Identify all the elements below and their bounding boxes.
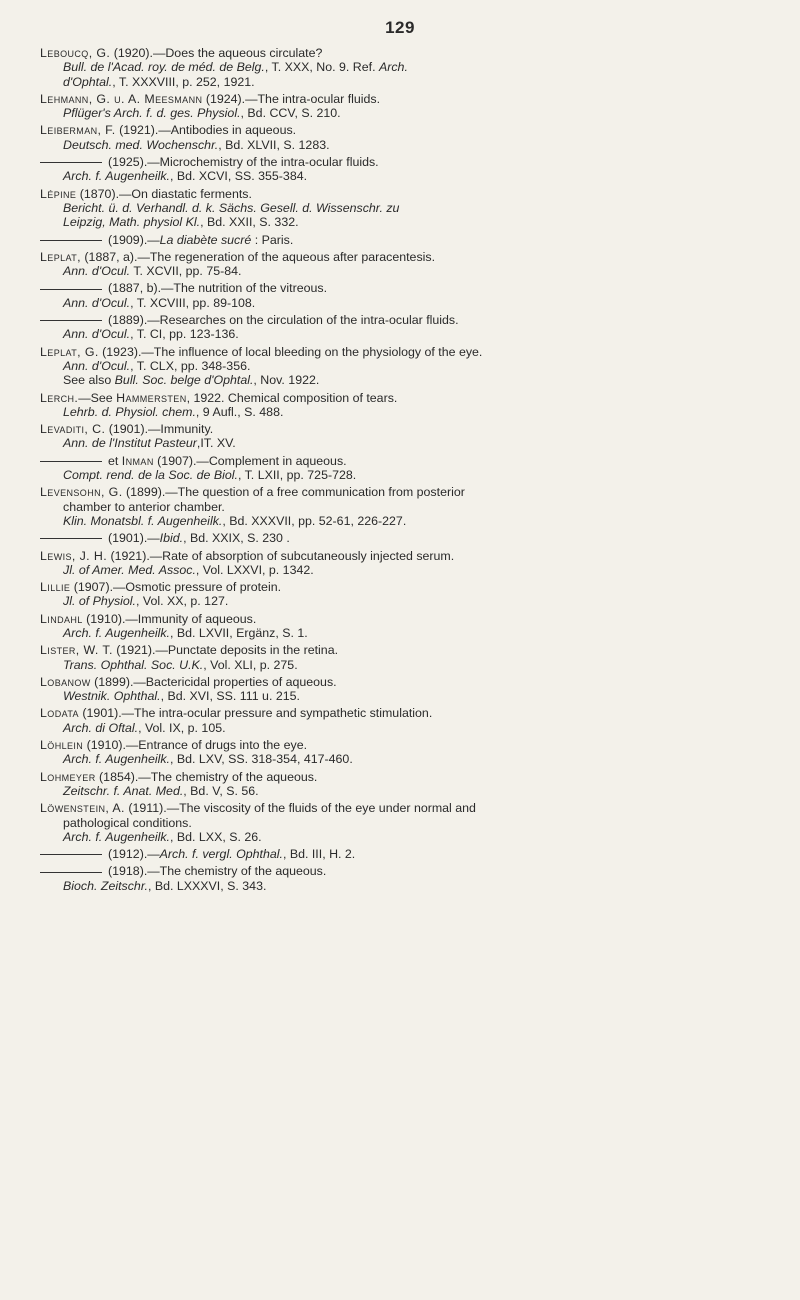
reference-title: (1911).—The viscosity of the fluids of the eye under normal and: [124, 801, 476, 816]
reference-title: (1901).—Immunity.: [105, 422, 214, 437]
reference-source-line: [38, 75, 770, 89]
reference-title-italic: La diabète sucré: [159, 232, 252, 247]
reference-entry: [38, 847, 770, 861]
citation-details: , Bd. XCVI, SS. 355-384.: [169, 169, 308, 184]
reference-source-line: [38, 359, 770, 373]
journal-name: Arch.: [378, 60, 408, 75]
journal-name: Compt. rend. de la Soc. de Biol.: [63, 468, 238, 483]
citation-details: ,IT. XV.: [196, 436, 236, 451]
journal-name: Ann. d'Ocul.: [63, 358, 131, 373]
journal-name: Jl. of Physiol.: [63, 594, 136, 609]
reference-title: (1870).—On diastatic ferments.: [76, 186, 252, 201]
reference-entry: [38, 155, 770, 184]
reference-entry: [38, 770, 770, 799]
reference-author: Lehmann, G. u. A. Meesmann: [40, 91, 203, 106]
reference-author: Levaditi, C.: [40, 422, 106, 437]
journal-name: Arch. f. Augenheilk.: [63, 752, 170, 767]
citation-details: , Vol. XX, p. 127.: [136, 594, 229, 609]
journal-name: Arch. f. Augenheilk.: [63, 169, 170, 184]
reference-entry: [38, 391, 770, 420]
reference-entry: [38, 92, 770, 121]
ditto-dash: [40, 854, 102, 855]
reference-author: Lobanow: [40, 674, 91, 689]
citation-details: , T. XCVIII, pp. 89-108.: [130, 295, 256, 310]
reference-entry: [38, 643, 770, 672]
journal-name: Ann. d'Ocul.: [63, 295, 131, 310]
journal-name: Arch. f. Augenheilk.: [63, 829, 170, 844]
ditto-dash: [40, 461, 102, 462]
journal-name: Pflüger's Arch. f. d. ges. Physiol.: [63, 106, 241, 121]
reference-title: (1910).—Immunity of aqueous.: [82, 611, 257, 626]
reference-source-line: [38, 721, 770, 735]
reference-source-line: [38, 169, 770, 183]
journal-name: Jl. of Amer. Med. Assoc.: [63, 562, 196, 577]
journal-name: Bull. de l'Acad. roy. de méd. de Belg.: [63, 60, 265, 75]
reference-source-line: [38, 594, 770, 608]
reference-source-line: [38, 830, 770, 844]
reference-heading: [38, 46, 770, 60]
reference-entry: [38, 549, 770, 578]
reference-entry: [38, 531, 770, 545]
journal-name: Bull. Soc. belge d'Ophtal.: [114, 373, 254, 388]
reference-heading: [38, 187, 770, 201]
reference-entry: [38, 485, 770, 528]
reference-heading: [38, 801, 770, 815]
reference-entry: [38, 46, 770, 89]
citation-details: , Nov. 1922.: [253, 373, 320, 388]
reference-heading: [38, 233, 770, 247]
citation-details: , 9 Aufl., S. 488.: [195, 404, 284, 419]
journal-name: Ann. d'Ocul.: [63, 264, 131, 279]
citation-details: , Bd. XXII, S. 332.: [200, 215, 299, 230]
reference-source-line: [38, 500, 770, 514]
citation-details: , Bd. XXXVII, pp. 52-61, 226-227.: [222, 513, 407, 528]
reference-author: Leplat,: [40, 249, 81, 264]
journal-name: Ann. de l'Institut Pasteur: [63, 436, 197, 451]
reference-title: (1854).—The chemistry of the aqueous.: [95, 769, 318, 784]
reference-title: (1901).—: [108, 531, 160, 546]
reference-heading: [38, 706, 770, 720]
reference-heading: [38, 847, 770, 861]
reference-title: (1924).—The intra-ocular fluids.: [202, 91, 381, 106]
reference-entry: [38, 612, 770, 641]
reference-title: (1899).—Bactericidal properties of aqueous.: [90, 674, 337, 689]
reference-heading: [38, 391, 770, 405]
reference-entry: [38, 313, 770, 342]
reference-source-line: [38, 215, 770, 229]
reference-title-rest: : Paris.: [251, 232, 294, 247]
reference-continuation: chamber to anterior chamber.: [63, 499, 225, 514]
ditto-dash: [40, 240, 102, 241]
reference-coauthor: Hammersten: [116, 390, 187, 405]
reference-prefix: See also: [63, 373, 115, 388]
journal-name: Arch. di Oftal.: [63, 720, 139, 735]
journal-name: Zeitschr. f. Anat. Med.: [63, 783, 184, 798]
citation-details: , Vol. XLI, p. 275.: [203, 657, 298, 672]
reference-entry: [38, 675, 770, 704]
ditto-dash: [40, 289, 102, 290]
reference-heading: [38, 643, 770, 657]
reference-heading: [38, 864, 770, 878]
reference-title: (1907).—Osmotic pressure of protein.: [70, 580, 282, 595]
reference-entry: [38, 281, 770, 310]
reference-source-line: [38, 816, 770, 830]
reference-coauthor: Inman: [121, 453, 154, 468]
reference-title: (1918).—The chemistry of the aqueous.: [108, 864, 327, 879]
reference-heading: [38, 485, 770, 499]
reference-title-rest: , 1922. Chemical composition of tears.: [186, 390, 398, 405]
reference-heading: [38, 675, 770, 689]
journal-name: Lehrb. d. Physiol. chem.: [63, 404, 196, 419]
citation-details: , T. LXII, pp. 725-728.: [237, 468, 357, 483]
reference-continuation: pathological conditions.: [63, 815, 192, 830]
citation-details: , T. XXX, No. 9. Ref.: [264, 60, 379, 75]
ditto-dash: [40, 538, 102, 539]
reference-heading: [38, 155, 770, 169]
reference-heading: [38, 313, 770, 327]
reference-title: (1912).—: [108, 847, 160, 862]
reference-heading: [38, 422, 770, 436]
reference-source-line: [38, 60, 770, 74]
reference-heading: [38, 738, 770, 752]
reference-source-line: [38, 879, 770, 893]
reference-entry: [38, 250, 770, 279]
reference-author: Leplat, G.: [40, 344, 99, 359]
reference-author: Levensohn, G.: [40, 485, 123, 500]
reference-title: (1887, b).—The nutrition of the vitreous.: [108, 281, 328, 296]
reference-entry: [38, 345, 770, 388]
reference-entry: [38, 706, 770, 735]
reference-source-line: [38, 138, 770, 152]
reference-title-italic: Arch. f. vergl. Ophthal.: [159, 847, 283, 862]
reference-title-rest: , Bd. III, H. 2.: [282, 847, 356, 862]
reference-source-line: [38, 514, 770, 528]
reference-author: Lewis, J. H.: [40, 548, 108, 563]
reference-source-line: [38, 752, 770, 766]
reference-author: Lillie: [40, 580, 71, 595]
reference-source-line: [38, 626, 770, 640]
journal-name: Leipzig, Math. physiol Kl.: [63, 215, 201, 230]
reference-title: (1921).—Rate of absorption of subcutaneously injected serum.: [107, 548, 455, 563]
reference-source-line: [38, 436, 770, 450]
citation-details: , T. CI, pp. 123-136.: [130, 327, 239, 342]
journal-name: Ann. d'Ocul.: [63, 327, 131, 342]
reference-title: (1901).—The intra-ocular pressure and sympathetic stimulation.: [78, 706, 433, 721]
journal-name: Bericht. ü. d. Verhandl. d. k. Sächs. Gesell. d. Wissenschr. zu: [63, 200, 400, 215]
citation-details: , Bd. V, S. 56.: [183, 783, 259, 798]
journal-name: d'Ophtal.: [63, 74, 113, 89]
reference-title-italic: Ibid.: [159, 531, 184, 546]
reference-author: Leiberman, F.: [40, 123, 116, 138]
reference-heading: [38, 770, 770, 784]
reference-heading: [38, 250, 770, 264]
reference-title: (1920).—Does the aqueous circulate?: [110, 46, 323, 60]
reference-entry: [38, 123, 770, 152]
citation-details: , T. CLX, pp. 348-356.: [130, 358, 251, 373]
reference-author: Lohmeyer: [40, 769, 96, 784]
reference-author: Lindahl: [40, 611, 83, 626]
reference-author: Leboucq, G.: [40, 46, 111, 60]
reference-entry: [38, 187, 770, 230]
reference-heading: [38, 454, 770, 468]
journal-name: Trans. Ophthal. Soc. U.K.: [63, 657, 204, 672]
citation-details: , Bd. XVI, SS. 111 u. 215.: [160, 689, 300, 704]
reference-author: Löwenstein, A.: [40, 801, 125, 816]
reference-entry: [38, 454, 770, 483]
reference-heading: [38, 281, 770, 295]
reference-title: (1887, a).—The regeneration of the aqueous after paracentesis.: [80, 249, 436, 264]
reference-source-line: [38, 658, 770, 672]
reference-title: (1889).—Researches on the circulation of the intra-ocular fluids.: [108, 313, 459, 328]
reference-title-rest: (1907).—Complement in aqueous.: [153, 453, 347, 468]
reference-source-line: [38, 405, 770, 419]
ditto-dash: [40, 872, 102, 873]
reference-author: Löhlein: [40, 738, 84, 753]
citation-details: , Bd. LXXXVI, S. 343.: [147, 878, 267, 893]
reference-heading: [38, 580, 770, 594]
reference-source-line: [38, 106, 770, 120]
reference-title: (1923).—The influence of local bleeding on the physiology of the eye.: [98, 344, 483, 359]
reference-title: (1899).—The question of a free communication from posterior: [122, 485, 465, 500]
journal-name: Bioch. Zeitschr.: [63, 878, 148, 893]
page-number: 129: [385, 18, 415, 37]
reference-source-line: [38, 784, 770, 798]
reference-source-line: [38, 327, 770, 341]
journal-name: Deutsch. med. Wochenschr.: [63, 137, 219, 152]
citation-details: , Vol. IX, p. 105.: [138, 720, 226, 735]
reference-author: Lépine: [40, 186, 77, 201]
citation-details: , Bd. LXX, S. 26.: [169, 829, 262, 844]
ditto-dash: [40, 320, 102, 321]
reference-entry: [38, 738, 770, 767]
reference-title: (1925).—Microchemistry of the intra-ocular fluids.: [108, 155, 379, 170]
reference-heading: [38, 549, 770, 563]
reference-title: (1909).—: [108, 232, 160, 247]
reference-title: (1910).—Entrance of drugs into the eye.: [83, 738, 308, 753]
reference-title-rest: , Bd. XXIX, S. 230 .: [183, 531, 290, 546]
reference-source-line: [38, 689, 770, 703]
reference-source-line: [38, 468, 770, 482]
reference-title: (1921).—Antibodies in aqueous.: [115, 123, 297, 138]
citation-details: , Vol. LXXVI, p. 1342.: [195, 562, 314, 577]
reference-heading: [38, 531, 770, 545]
citation-details: , Bd. LXVII, Ergänz, S. 1.: [169, 625, 308, 640]
reference-entry: [38, 580, 770, 609]
reference-source-line: [38, 373, 770, 387]
reference-source-line: [38, 264, 770, 278]
reference-author: Lister, W. T.: [40, 643, 113, 658]
reference-heading: [38, 123, 770, 137]
reference-entry: [38, 233, 770, 247]
citation-details: , Bd. LXV, SS. 318-354, 417-460.: [169, 752, 353, 767]
reference-source-line: [38, 296, 770, 310]
journal-name: Westnik. Ophthal.: [63, 689, 161, 704]
ditto-dash: [40, 162, 102, 163]
citation-details: T. XCVII, pp. 75-84.: [130, 264, 242, 279]
reference-heading: [38, 92, 770, 106]
reference-entry: [38, 422, 770, 451]
reference-list: [38, 46, 770, 896]
reference-title: (1921).—Punctate deposits in the retina.: [112, 643, 339, 658]
citation-details: , Bd. CCV, S. 210.: [240, 106, 341, 121]
reference-heading: [38, 612, 770, 626]
reference-title: —See: [78, 390, 117, 405]
reference-title: et: [108, 453, 122, 468]
citation-details: , T. XXXVIII, p. 252, 1921.: [112, 74, 255, 89]
journal-name: Klin. Monatsbl. f. Augenheilk.: [63, 513, 223, 528]
reference-source-line: [38, 563, 770, 577]
journal-name: Arch. f. Augenheilk.: [63, 625, 170, 640]
reference-entry: [38, 864, 770, 893]
reference-entry: [38, 801, 770, 844]
reference-source-line: [38, 201, 770, 215]
reference-author: Lerch.: [40, 390, 79, 405]
citation-details: , Bd. XLVII, S. 1283.: [218, 137, 330, 152]
reference-author: Lodata: [40, 706, 79, 721]
reference-heading: [38, 345, 770, 359]
